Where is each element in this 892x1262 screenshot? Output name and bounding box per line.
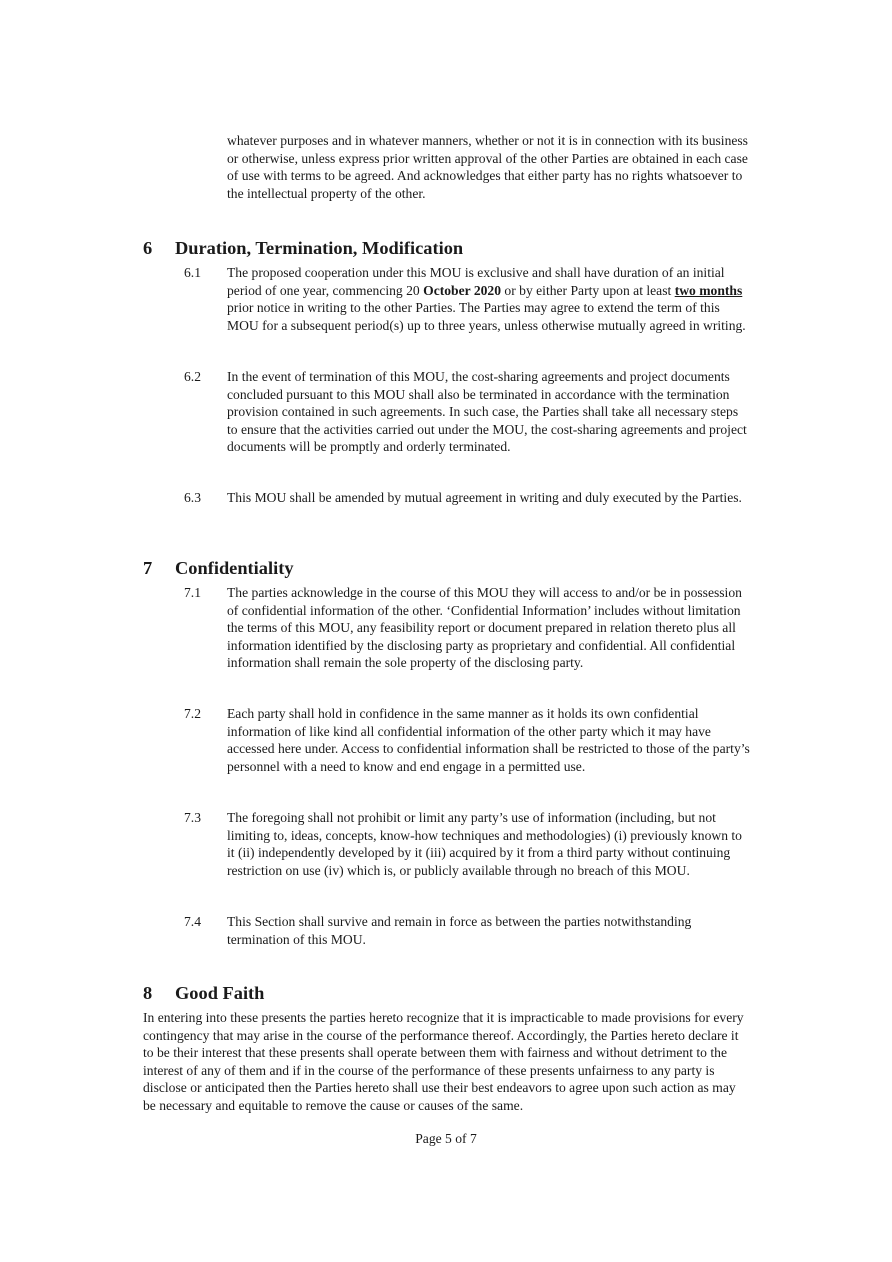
clause-6-3: [184, 489, 754, 507]
clause-6-3-text: This MOU shall be amended by mutual agreement in writing and duly executed by the Parties.: [227, 490, 742, 505]
clause-7-4-text: This Section shall survive and remain in force as between the parties notwithstanding termination of this MOU.: [227, 914, 692, 947]
section-7-number: 7: [143, 558, 153, 578]
clause-7-3: [184, 809, 754, 879]
clause-7-4: [184, 913, 754, 948]
clause-7-2-text: Each party shall hold in confidence in the same manner as it holds its own confidential information of like kind all confidential information of the other party which it may have accessed here under. Access to confidential information shall be restricted to those of the party’s personnel with a need to know and end engage in a permitted use.: [227, 706, 750, 774]
continuation-paragraph: whatever purposes and in whatever manners, whether or not it is in connection with its business or otherwise, unless express prior written approval of the other Parties are obtained in each case of use with terms to be agreed. And acknowledges that either party has no rights whatsoever to the intellectual property of the other.: [227, 133, 748, 201]
section-6-number: 6: [143, 238, 153, 258]
clause-7-1-text: The parties acknowledge in the course of this MOU they will access to and/or be in possession of confidential information of the other. ‘Confidential Information’ includes without limitation the terms of this MOU, any feasibility report or document prepared in relation thereto plus all information identified by the disclosing party as proprietary and confidential. All confidential information shall remain the sole property of the disclosing party.: [227, 585, 742, 671]
clause-6-3-number: 6.3: [184, 490, 201, 505]
clause-6-2: [184, 368, 754, 456]
section-8-number: 8: [143, 983, 153, 1003]
clause-7-1: [184, 584, 754, 672]
clause-7-4-number: 7.4: [184, 914, 201, 929]
section-7-title: Confidentiality: [175, 558, 294, 578]
clause-6-1-text-part2: or by either Party upon at least: [501, 282, 675, 298]
clause-6-1-text-part3: prior notice in writing to the other Parties. The Parties may agree to extend the term of this MOU for a subsequent period(s) up to three years, unless otherwise mutually agreed in writing.: [227, 300, 746, 333]
section-8-heading: [143, 982, 264, 1004]
clause-6-1-notice-period: two months: [674, 282, 743, 298]
clause-7-2-number: 7.2: [184, 706, 201, 721]
section-6-heading: [143, 237, 463, 259]
section-6-title: Duration, Termination, Modification: [175, 238, 464, 258]
clause-7-3-number: 7.3: [184, 810, 201, 825]
clause-6-1-number: 6.1: [184, 265, 201, 280]
clause-6-1-text: [227, 264, 752, 334]
clause-7-1-number: 7.1: [184, 585, 201, 600]
clause-6-2-text: In the event of termination of this MOU, the cost-sharing agreements and project documents concluded pursuant to this MOU shall also be terminated in accordance with the termination provision contained in such agreements. In such case, the Parties shall take all necessary steps to ensure that the activities carried out under the MOU, the cost-sharing agreements and project documents will be promptly and orderly terminated.: [227, 369, 747, 455]
clause-6-2-number: 6.2: [184, 369, 201, 384]
clause-6-1-start-date: October 2020: [423, 282, 502, 298]
clause-6-1: [184, 264, 754, 334]
clause-7-3-text: The foregoing shall not prohibit or limit any party’s use of information (including, but not limiting to, ideas, concepts, know-how techniques and methodologies) (i) previously known to it (ii) independently developed by it (iii) acquired by it from a third party without continuing restriction on use (iv) which is, or publicly available through no breach of this MOU.: [227, 810, 742, 878]
section-8-title: Good Faith: [175, 983, 265, 1003]
page-number-footer: Page 5 of 7: [415, 1131, 477, 1146]
section-8-paragraph: In entering into these presents the parties hereto recognize that it is impracticable to made provisions for every contingency that may arise in the course of the performance thereof. Accordingly, the Parties hereto declare it to be their interest that these presents shall operate between them with fairness and without detriment to the interest of any of them and if in the course of the performance of these presents unfairness to any party is disclose or anticipated then the Parties hereto shall use their best endeavors to agree upon such action as may be necessary and equitable to remove the cause or causes of the same.: [143, 1010, 744, 1113]
section-7-heading: [143, 557, 294, 579]
clause-6-1-text-part1: The proposed cooperation under this MOU is exclusive and shall have duration of an initial period of one year, commencing 20: [227, 265, 725, 298]
clause-7-2: [184, 705, 754, 775]
